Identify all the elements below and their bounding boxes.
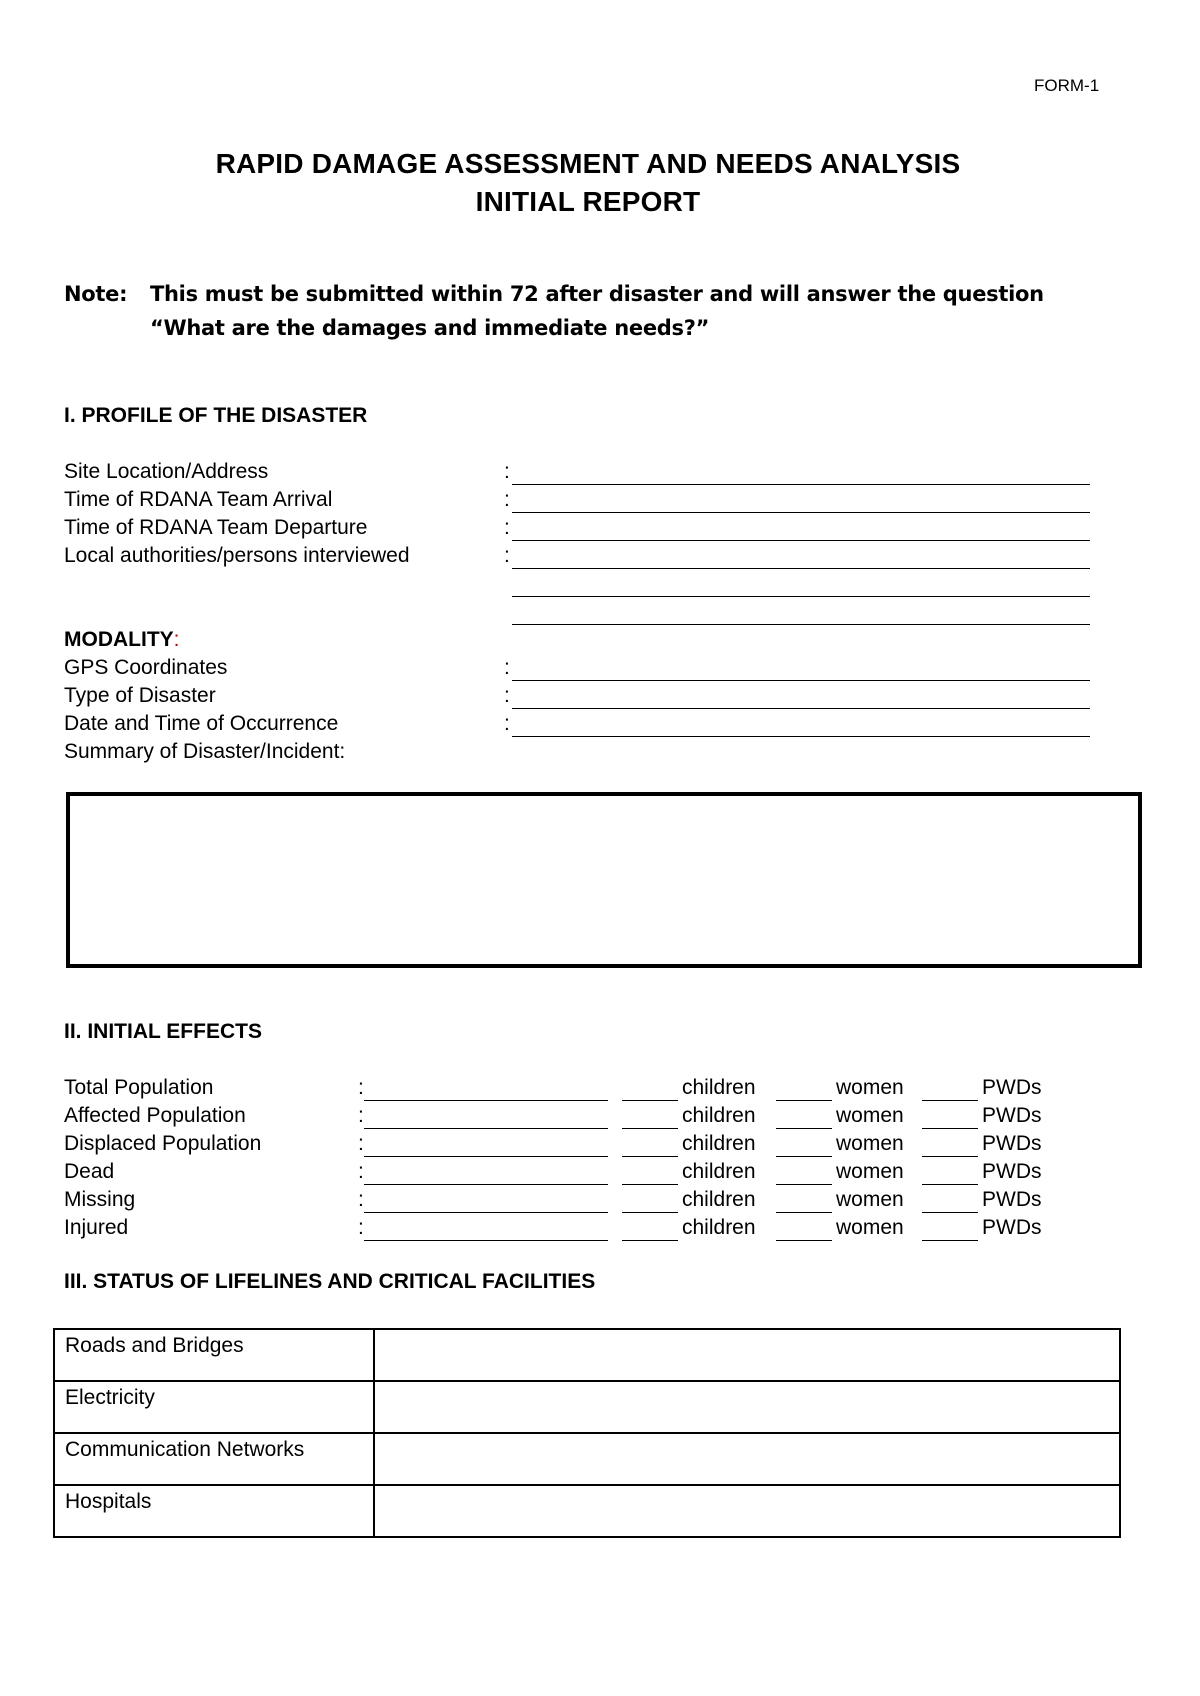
- section-profile-heading: I. PROFILE OF THE DISASTER: [64, 404, 368, 427]
- table-row: [54, 1485, 1120, 1537]
- children-label: children: [682, 1188, 756, 1211]
- children-count-input-line[interactable]: [622, 1240, 678, 1241]
- field-colon: :: [358, 1132, 364, 1155]
- field-colon: :: [358, 1104, 364, 1127]
- effect-total-input-line[interactable]: [364, 1128, 608, 1129]
- field-colon: :: [358, 1216, 364, 1239]
- children-label: children: [682, 1076, 756, 1099]
- children-count-input-line[interactable]: [622, 1156, 678, 1157]
- field-label-site-location: Site Location/Address: [64, 460, 269, 483]
- pwds-count-input-line[interactable]: [922, 1184, 978, 1185]
- field-colon: :: [504, 712, 510, 735]
- effect-total-input-line[interactable]: [364, 1212, 608, 1213]
- pwds-count-input-line[interactable]: [922, 1100, 978, 1101]
- table-row: [54, 1381, 1120, 1433]
- children-label: children: [682, 1160, 756, 1183]
- field-colon: :: [504, 544, 510, 567]
- note-text-line1: This must be submitted within 72 after disaster and will answer the question: [150, 282, 1044, 306]
- women-label: women: [836, 1188, 904, 1211]
- women-label: women: [836, 1160, 904, 1183]
- children-count-input-line[interactable]: [622, 1100, 678, 1101]
- note-label: Note:: [64, 282, 128, 306]
- pwds-label: PWDs: [982, 1132, 1042, 1155]
- persons-interviewed-input-line-2[interactable]: [512, 596, 1090, 597]
- children-label: children: [682, 1132, 756, 1155]
- pwds-count-input-line[interactable]: [922, 1240, 978, 1241]
- field-label-departure-time: Time of RDANA Team Departure: [64, 516, 368, 539]
- field-colon: :: [358, 1188, 364, 1211]
- lifeline-label: Communication Networks: [54, 1433, 374, 1485]
- lifelines-table: [53, 1328, 1121, 1538]
- lifeline-status-cell[interactable]: [374, 1381, 1120, 1433]
- field-colon: :: [358, 1076, 364, 1099]
- lifeline-status-cell[interactable]: [374, 1329, 1120, 1381]
- form-title: RAPID DAMAGE ASSESSMENT AND NEEDS ANALYSIS: [215, 148, 961, 179]
- children-count-input-line[interactable]: [622, 1184, 678, 1185]
- effect-row-label: Affected Population: [64, 1104, 246, 1127]
- effect-row-label: Total Population: [64, 1076, 214, 1099]
- section-effects-heading: II. INITIAL EFFECTS: [64, 1020, 262, 1043]
- field-colon: :: [504, 684, 510, 707]
- effect-total-input-line[interactable]: [364, 1100, 608, 1101]
- table-row: [54, 1329, 1120, 1381]
- field-colon: :: [358, 1160, 364, 1183]
- effect-total-input-line[interactable]: [364, 1156, 608, 1157]
- field-label-summary: Summary of Disaster/Incident:: [64, 740, 346, 763]
- field-label-gps: GPS Coordinates: [64, 656, 228, 679]
- departure-time-input-line[interactable]: [512, 540, 1090, 541]
- women-count-input-line[interactable]: [776, 1184, 832, 1185]
- children-count-input-line[interactable]: [622, 1128, 678, 1129]
- effect-total-input-line[interactable]: [364, 1184, 608, 1185]
- field-label-arrival-time: Time of RDANA Team Arrival: [64, 488, 333, 511]
- lifeline-label: Roads and Bridges: [54, 1329, 374, 1381]
- persons-interviewed-input-line[interactable]: [512, 568, 1090, 569]
- pwds-label: PWDs: [982, 1104, 1042, 1127]
- arrival-time-input-line[interactable]: [512, 512, 1090, 513]
- women-count-input-line[interactable]: [776, 1240, 832, 1241]
- women-count-input-line[interactable]: [776, 1128, 832, 1129]
- pwds-label: PWDs: [982, 1076, 1042, 1099]
- women-label: women: [836, 1076, 904, 1099]
- note-text-line2: “What are the damages and immediate needs?”: [150, 316, 710, 340]
- form-subtitle: INITIAL REPORT: [475, 186, 701, 217]
- effect-row-label: Displaced Population: [64, 1132, 262, 1155]
- women-count-input-line[interactable]: [776, 1156, 832, 1157]
- field-label-persons-interviewed: Local authorities/persons interviewed: [64, 544, 410, 567]
- section-lifelines-heading: III. STATUS OF LIFELINES AND CRITICAL FACILITIES: [64, 1270, 596, 1293]
- children-label: children: [682, 1104, 756, 1127]
- pwds-label: PWDs: [982, 1160, 1042, 1183]
- field-colon: :: [504, 516, 510, 539]
- children-count-input-line[interactable]: [622, 1212, 678, 1213]
- summary-textbox[interactable]: [66, 792, 1142, 968]
- persons-interviewed-input-line-3[interactable]: [512, 624, 1090, 625]
- effect-row-label: Dead: [64, 1160, 115, 1183]
- women-label: women: [836, 1104, 904, 1127]
- women-count-input-line[interactable]: [776, 1100, 832, 1101]
- gps-input-line[interactable]: [512, 680, 1090, 681]
- lifeline-status-cell[interactable]: [374, 1485, 1120, 1537]
- effect-total-input-line[interactable]: [364, 1240, 608, 1241]
- pwds-label: PWDs: [982, 1188, 1042, 1211]
- field-colon: :: [504, 488, 510, 511]
- lifeline-status-cell[interactable]: [374, 1433, 1120, 1485]
- form-code: FORM-1: [1034, 76, 1100, 95]
- lifeline-label: Electricity: [54, 1381, 374, 1433]
- effect-row-label: Injured: [64, 1216, 129, 1239]
- site-location-input-line[interactable]: [512, 484, 1090, 485]
- field-colon: :: [504, 656, 510, 679]
- children-label: children: [682, 1216, 756, 1239]
- pwds-count-input-line[interactable]: [922, 1156, 978, 1157]
- lifeline-label: Hospitals: [54, 1485, 374, 1537]
- table-row: [54, 1433, 1120, 1485]
- occurrence-input-line[interactable]: [512, 736, 1090, 737]
- women-count-input-line[interactable]: [776, 1212, 832, 1213]
- modality-label: MODALITY:: [64, 628, 180, 651]
- pwds-label: PWDs: [982, 1216, 1042, 1239]
- women-label: women: [836, 1132, 904, 1155]
- effect-row-label: Missing: [64, 1188, 136, 1211]
- pwds-count-input-line[interactable]: [922, 1212, 978, 1213]
- field-label-occurrence: Date and Time of Occurrence: [64, 712, 339, 735]
- pwds-count-input-line[interactable]: [922, 1128, 978, 1129]
- field-label-disaster-type: Type of Disaster: [64, 684, 216, 707]
- women-label: women: [836, 1216, 904, 1239]
- disaster-type-input-line[interactable]: [512, 708, 1090, 709]
- field-colon: :: [504, 460, 510, 483]
